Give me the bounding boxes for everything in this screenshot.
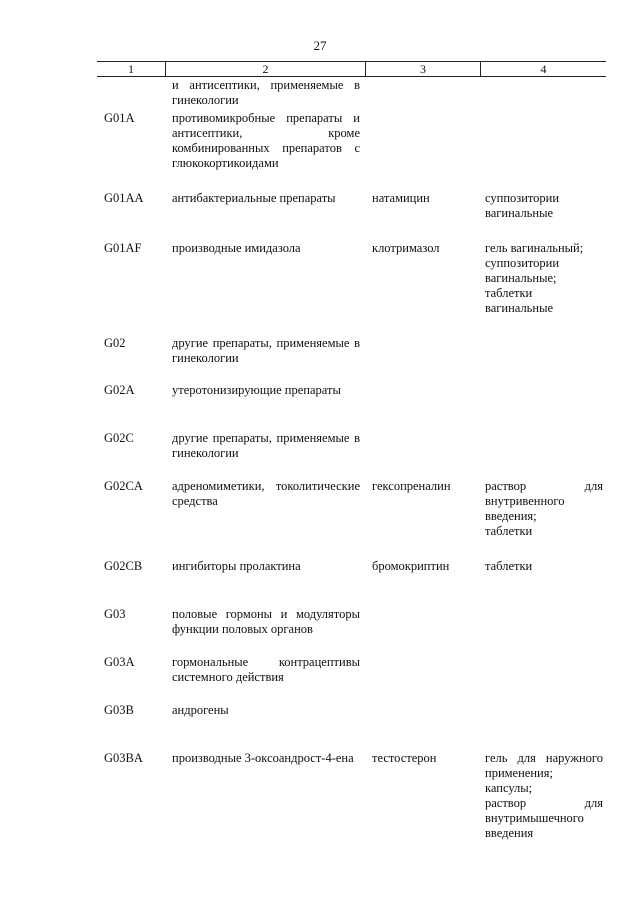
cell-form: таблетки [485,559,533,573]
cell-drug [365,78,480,108]
cell-form [480,383,606,398]
cell-drug: бромокриптин [372,559,450,573]
cell-name: гормональные контрацептивы системного действия [172,655,360,684]
table-row [97,336,606,366]
cell-drug: натамицин [372,191,430,205]
cell-form [480,655,606,685]
table-row [97,111,606,171]
cell-code: G01AA [104,191,144,205]
cell-code: G01A [104,111,135,125]
cell-name: ингибиторы пролактина [172,559,301,573]
cell-name: адреномиметики, токолитические средства [172,479,360,508]
page-number: 27 [313,38,327,53]
cell-code: G02C [104,431,134,445]
cell-name: противомикробные препараты и антисептики, кроме комбинированных препаратов с глюкокортикоидами [172,111,360,170]
cell-drug [365,431,480,461]
cell-drug [365,111,480,171]
cell-name: антибактериальные препараты [172,191,336,205]
cell-code [97,78,165,108]
cell-code: G02CB [104,559,143,573]
cell-name: производные имидазола [172,241,301,255]
header-col-1: 1 [128,62,134,76]
cell-drug: тестостерон [372,751,437,765]
cell-form [480,431,606,461]
cell-code: G03B [104,703,134,717]
cell-code: G01AF [104,241,142,255]
cell-form [480,111,606,171]
header-col-3: 3 [365,62,480,76]
drug-table [97,61,606,840]
cell-drug [365,383,480,398]
table-row [97,703,606,718]
cell-form: гель вагинальный; суппозитории вагинальные; таблетки вагинальные [485,241,584,315]
table-row [97,607,606,637]
cell-form: гель для наружного применения; капсулы; раствор для внутримышечного введения [485,751,603,840]
cell-code: G03 [104,607,126,621]
cell-form [480,78,606,108]
cell-drug [365,655,480,685]
cell-code: G03BA [104,751,143,765]
header-col-2: 2 [165,62,365,76]
cell-drug [365,607,480,637]
cell-code: G02CA [104,479,143,493]
header-col-4: 4 [480,62,606,76]
cell-code: G03A [104,655,135,669]
table-row [97,241,606,316]
cell-code: G02 [104,336,126,350]
cell-drug [365,703,480,718]
cell-form: суппозитории вагинальные [485,191,560,220]
cell-name: другие препараты, применяемые в гинекологии [172,431,360,460]
cell-name: утеротонизирующие препараты [172,383,341,397]
cell-code: G02A [104,383,135,397]
cell-form: раствор для внутривенного введения; таблетки [485,479,603,538]
cell-name: производные 3-оксоандрост-4-ена [172,751,354,765]
table-header [97,61,606,77]
cell-name: другие препараты, применяемые в гинекологии [172,336,360,365]
table-row [97,431,606,461]
table-row [97,383,606,398]
cell-drug: клотримазол [372,241,440,255]
cell-name: и антисептики, применяемые в гинекологии [172,78,360,107]
cell-drug: гексопреналин [372,479,451,493]
cell-drug [365,336,480,366]
cell-name: андрогены [172,703,229,717]
table-row [97,751,606,841]
cell-form [480,336,606,366]
table-row [97,191,606,221]
cell-form [480,607,606,637]
table-row [97,479,606,539]
table-row [97,78,606,108]
cell-name: половые гормоны и модуляторы функции половых органов [172,607,360,636]
cell-form [480,703,606,718]
table-row [97,559,606,574]
table-row [97,655,606,685]
